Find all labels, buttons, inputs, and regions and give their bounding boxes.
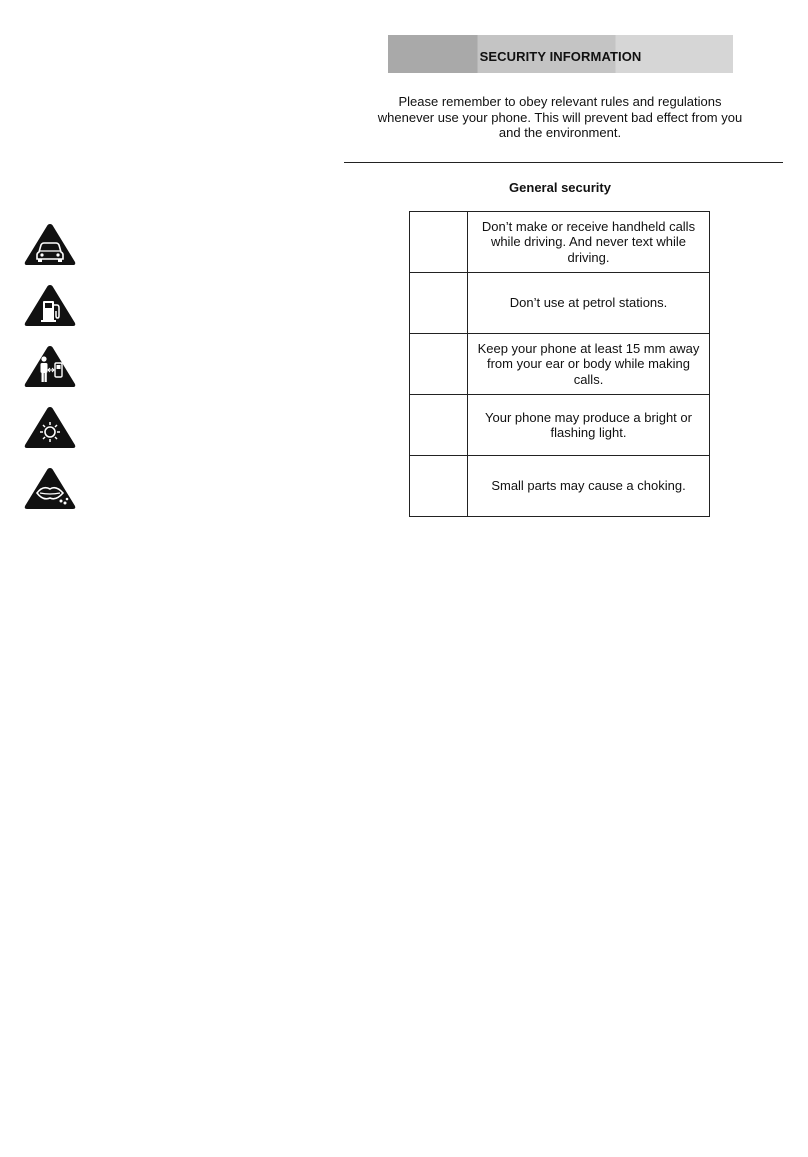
table-row (410, 395, 710, 456)
bright-light-warning-icon (23, 405, 77, 449)
table-cell-text: Your phone may produce a bright or flashing light. (468, 395, 710, 456)
choking-hazard-warning-icon (23, 466, 77, 510)
table-cell-text: Don’t make or receive handheld calls while driving. And never text while driving. (468, 212, 710, 273)
section-title: General security (509, 180, 611, 195)
table-cell-text: Small parts may cause a choking. (468, 456, 710, 517)
divider (344, 162, 783, 163)
car-warning-icon (23, 222, 77, 266)
table-row (410, 273, 710, 334)
table-cell-text: Keep your phone at least 15 mm away from your ear or body while making calls. (468, 334, 710, 395)
fuel-pump-warning-icon (23, 283, 77, 327)
body-distance-warning-icon (23, 344, 77, 388)
table-row (410, 212, 710, 273)
icon-cell (410, 273, 468, 334)
icon-cell (410, 334, 468, 395)
table-row (410, 456, 710, 517)
intro-paragraph: Please remember to obey relevant rules and regulations whenever use your phone. This will prevent bad effect from you and the environment. (377, 94, 743, 140)
icon-cell (410, 456, 468, 517)
icon-cell (410, 395, 468, 456)
security-table (409, 211, 710, 517)
table-row (410, 334, 710, 395)
table-cell-text: Don’t use at petrol stations. (468, 273, 710, 334)
page-title: SECURITY INFORMATION (479, 49, 642, 64)
icon-cell (410, 212, 468, 273)
